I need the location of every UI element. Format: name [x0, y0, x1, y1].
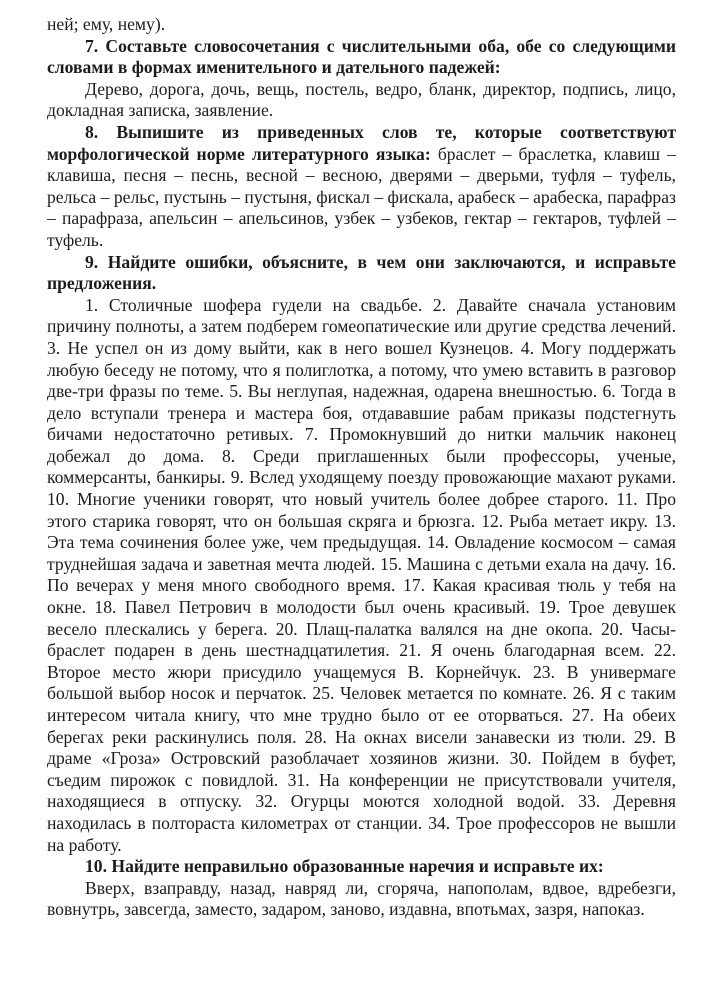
task-7-body: Дерево, дорога, дочь, вещь, постель, ведро, бланк, директор, подпись, лицо, докладная записка, заявление. [47, 78, 676, 121]
task-8-heading: 8. Выпишите из приведенных слов те, которые соответствуют морфологической норме литературного языка: [47, 121, 676, 164]
task-10-body: Вверх, взаправду, назад, навряд ли, сгоряча, напополам, вдвое, вдребезги, вовнутрь, завсегда, заместо, задаром, заново, издавна, впотьмах, зазря, напоказ. [47, 877, 676, 920]
continuation-line: ней; ему, нему). [47, 14, 166, 34]
task-9 [47, 252, 676, 295]
task-7-heading: 7. Составьте словосочетания с числительными оба, обе со следующими словами в формах именительного и дательного падежей: [47, 35, 676, 78]
task-10-heading: 10. Найдите неправильно образованные наречия и исправьте их: [85, 856, 604, 877]
task-9-body: 1. Столичные шофера гудели на свадьбе. 2. Давайте сначала установим причину полноты, а затем подберем гомеопатические или другие средства лечений. 3. Не успел он из дому выйти, как в него вошел Кузнецов. 4. Могу поддержать любую беседу не потому, что я полиглотка, а потому, что умею вставить в разговор две-три фразы по теме. 5. Вы неглупая, надежная, одарена внешностью. 6. Тогда в дело вступали тренера и мастера боя, отдававшие рабам приказы подстегнуть бичами недостаточно ретивых. 7. Промокнувший до нитки мальчик наконец добежал до дома. 8. Среди приглашенных были профессоры, ученые, коммерсанты, банкиры. 9. Вслед уходящему поезду провожающие махают руками. 10. Многие ученики говорят, что новый учитель более добрее старого. 11. Про этого старика говорят, что он большая скряга и брюзга. 12. Рыба метает икру. 13. Эта тема сочинения более уже, чем предыдущая. 14. Овладение космосом – самая труднейшая задача и заветная мечта людей. 15. Машина с детьми ехала на дачу. 16. По вечерах у меня много свободного время. 17. Какая красивая тюль у тебя на окне. 18. Павел Петрович в молодости был очень красивый. 19. Трое девушек весело плескались у берега. 20. Плащ-палатка валялся на дне окопа. 20. Часы-браслет подарен в день шестнадцатилетия. 21. Я очень благодарная всем. 22. Второе место жюри присудило учащемуся В. Корнейчук. 23. В универмаге большой выбор носок и перчаток. 25. Человек метается по комнате. 26. Я с таким интересом читала книгу, что мне трудно было от ее оторваться. 27. На обеих берегах реки раскинулись поля. 28. На окнах висели занавески из тюли. 29. В драме «Гроза» Островский разоблачает хозяинов жизни. 30. Пойдем в буфет, съедим пирожок с повидлой. 31. На конференции не присутствовали учителя, находящиеся в отпуску. 32. Огурцы моются холодной водой. 33. Деревня находилась в полтораста километрах от станции. 34. Трое профессоров не вышли на работу. [47, 294, 676, 855]
task-9-heading: 9. Найдите ошибки, объясните, в чем они заключаются, и исправьте предложения. [47, 251, 676, 294]
task-7 [47, 36, 676, 79]
task-10 [47, 856, 676, 878]
task-8-body: браслет – браслетка, клавиш – клавиша, песня – песнь, весной – весною, дверями – дверьми, туфля – туфель, рельса – рельс, пустынь – пустыня, фискал – фискала, арабеск – арабеска, парафраз – парафраза, апельсин – апельсинов, узбек – узбеков, гектар – гектаров, туфлей – туфель. [47, 143, 676, 250]
task-8 [47, 122, 676, 252]
